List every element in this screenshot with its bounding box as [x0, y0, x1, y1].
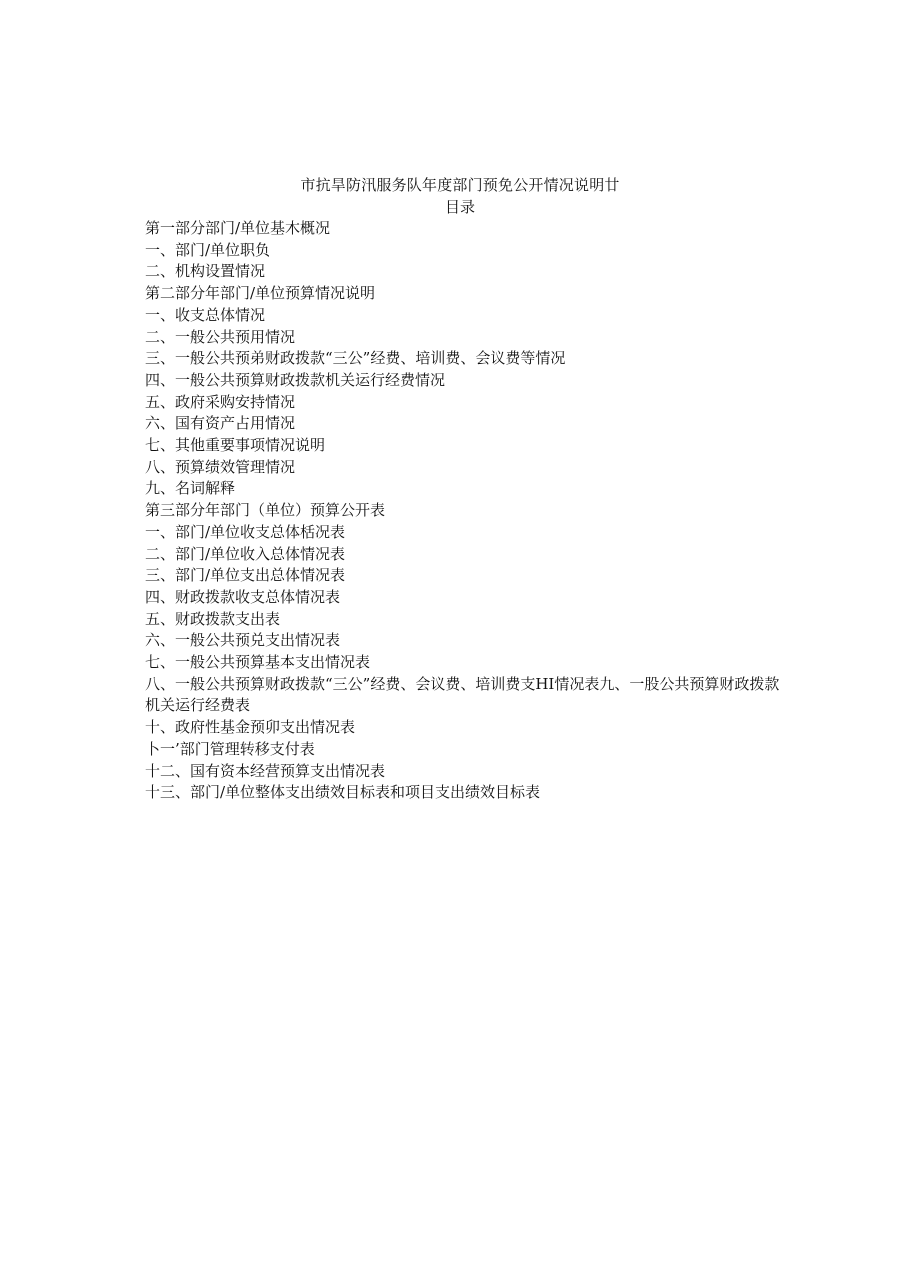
table-of-contents — [145, 218, 785, 804]
toc-heading: 目录 — [444, 198, 475, 216]
toc-item: 一、部门/单位职负 — [145, 240, 271, 259]
toc-item: 第二部分年部门/单位预算情况说明 — [145, 284, 376, 303]
toc-item: 六、一般公共预兑支出情况表 — [145, 631, 341, 650]
toc-item: 五、政府采购安持情况 — [145, 392, 296, 411]
toc-item: 二、部门/单位收入总体情况表 — [145, 544, 346, 563]
toc-item: 八、预算绩效管理情况 — [145, 457, 296, 476]
toc-item: 三、一般公共预弟财政拨款“三公”经费、培训费、会议费等情况 — [145, 349, 566, 368]
toc-item: 一、收支总体情况 — [145, 305, 266, 324]
toc-item: 卜一’部门管理转移支付表 — [145, 739, 315, 758]
toc-item: 七、其他重要事项情况说明 — [145, 436, 326, 455]
toc-item: 一、部门/单位收支总体栝况表 — [145, 522, 346, 541]
toc-item: 四、财政拨款收支总体情况表 — [145, 587, 341, 606]
toc-item: 八、一般公共预算财政拨款“三公”经费、会议费、培训费支HI情况表九、一股公共预算财政拨款机关运行经费表 — [145, 674, 780, 715]
toc-item: 五、财政拨款支出表 — [145, 609, 281, 628]
toc-item: 十二、国有资本经营预算支出情况表 — [145, 761, 386, 780]
document-title: 市抗旱防汛服务队年度部门预免公开情况说明廿 — [300, 176, 620, 194]
toc-item: 三、部门/单位支出总体情况表 — [145, 566, 346, 585]
toc-item: 九、名词解释 — [145, 479, 236, 498]
toc-item: 第三部分年部门（单位）预算公开表 — [145, 501, 386, 520]
toc-item: 七、一般公共预算基本支出情况表 — [145, 653, 371, 672]
toc-item: 十、政府性基金预卯支出情况表 — [145, 718, 356, 737]
toc-item: 十三、部门/单位整体支出绩效目标表和项目支出绩效目标表 — [145, 783, 541, 802]
toc-item: 四、一般公共预算财政拨款机关运行经费情况 — [145, 370, 446, 389]
toc-item: 六、国有资产占用情况 — [145, 414, 296, 433]
toc-item: 二、一般公共预用情况 — [145, 327, 296, 346]
toc-item: 二、机构设置情况 — [145, 262, 266, 281]
toc-item: 第一部分部门/单位基木概况 — [145, 219, 331, 237]
